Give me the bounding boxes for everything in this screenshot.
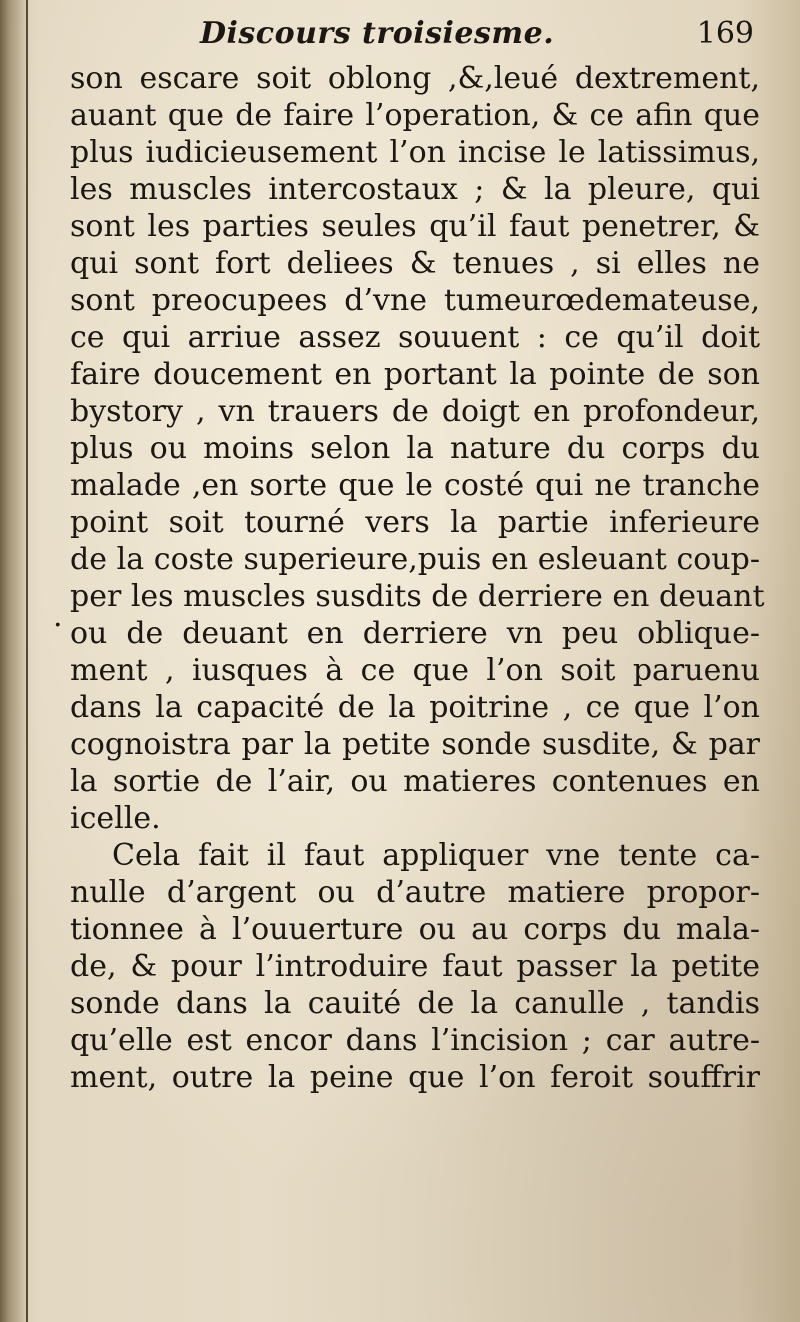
text-line: tionnee à l’ouuerture ou au corps du mala- bbox=[70, 912, 760, 947]
text-line: icelle. bbox=[70, 801, 161, 836]
text-line: les muscles intercostaux ; & la pleure, qui bbox=[70, 172, 760, 207]
text-line: son escare soit oblong ,&,leué dextrement, bbox=[70, 61, 760, 96]
running-head: Discours troisiesme. bbox=[200, 16, 555, 51]
text-line: qu’elle est encor dans l’incision ; car autre- bbox=[70, 1023, 760, 1058]
text-line: malade ,en sorte que le costé qui ne tranche bbox=[70, 468, 760, 503]
text-line: faire doucement en portant la pointe de son bbox=[70, 357, 760, 392]
text-line: plus iudicieusement l’on incise le latissimus, bbox=[70, 135, 760, 170]
text-line: de la coste superieure,puis en esleuant coup- bbox=[70, 542, 760, 577]
text-line: sont preocupees d’vne tumeurœdemateuse, bbox=[70, 283, 760, 318]
text-line: point soit tourné vers la partie inferieure bbox=[70, 505, 760, 540]
page-number: 169 bbox=[696, 16, 754, 51]
text-block bbox=[70, 10, 765, 1096]
paragraph-1 bbox=[70, 60, 765, 837]
text-line: ment, outre la peine que l’on feroit souffrir bbox=[70, 1060, 760, 1095]
text-line: auant que de faire l’operation, & ce afin que bbox=[70, 98, 760, 133]
text-line: de, & pour l’introduire faut passer la petite bbox=[70, 949, 760, 984]
text-line: nulle d’argent ou d’autre matiere propor- bbox=[70, 875, 760, 910]
text-line: sont les parties seules qu’il faut penetrer, & bbox=[70, 209, 760, 244]
text-line: ce qui arriue assez souuent : ce qu’il doit bbox=[70, 320, 760, 355]
text-line: cognoistra par la petite sonde susdite, & par bbox=[70, 727, 760, 762]
text-line: qui sont fort deliees & tenues , si elles ne bbox=[70, 246, 760, 281]
text-line: Cela fait il faut appliquer vne tente ca- bbox=[112, 838, 760, 873]
text-line: sonde dans la cauité de la canulle , tandis bbox=[70, 986, 760, 1021]
paragraph-2 bbox=[70, 837, 760, 1096]
text-line: per les muscles susdits de derriere en deuant bbox=[70, 579, 765, 614]
margin-marker: . bbox=[53, 599, 63, 634]
gutter-edge bbox=[26, 0, 28, 1322]
text-line: bystory , vn trauers de doigt en profondeur, bbox=[70, 394, 760, 429]
page-header bbox=[70, 10, 760, 60]
book-gutter bbox=[0, 0, 28, 1322]
text-line: la sortie de l’air, ou matieres contenues en bbox=[70, 764, 760, 799]
text-line: ment , iusques à ce que l’on soit paruenu bbox=[70, 653, 760, 688]
text-line: ou de deuant en derriere vn peu oblique- bbox=[70, 616, 760, 651]
text-line: plus ou moins selon la nature du corps du bbox=[70, 431, 760, 466]
text-line: dans la capacité de la poitrine , ce que l’on bbox=[70, 690, 760, 725]
